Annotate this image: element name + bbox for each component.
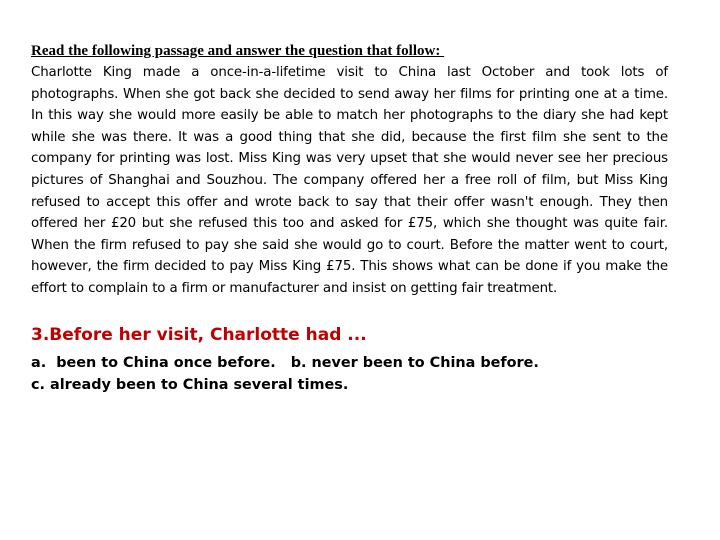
- answer-options: [31, 352, 668, 396]
- instruction-heading: Read the following passage and answer the question that follow:: [31, 43, 445, 59]
- option-a: a. been to China once before.: [31, 354, 276, 371]
- question-text: 3.Before her visit, Charlotte had ...: [31, 324, 367, 345]
- content-area: [31, 42, 668, 396]
- reading-passage: Charlotte King made a once-in-a-lifetime visit to China last October and took lots of photographs. When she got back she decided to send away her films for printing one at a time. In this way she would more easily be able to match her photographs to the diary she had kept while she was there. It was a good thing that she did, because the first film she sent to the company for printing was lost. Miss King was very upset that she would never see her precious pictures of Shanghai and Souzhou. The company offered her a free roll of film, but Miss King refused to accept this offer and wrote back to say that their offer wasn't enough. They then offered her £20 but she refused this too and asked for £75, which she thought was quite fair. When the firm refused to pay she said she would go to court. Before the matter went to court, however, the firm decided to pay Miss King £75. This shows what can be done if you make the effort to complain to a firm or manufacturer and insist on getting fair treatment.: [31, 65, 668, 296]
- option-b: b. never been to China before.: [290, 354, 539, 371]
- options-line-2: [31, 374, 668, 396]
- options-line-1: [31, 352, 668, 374]
- option-c: c. already been to China several times.: [31, 376, 349, 393]
